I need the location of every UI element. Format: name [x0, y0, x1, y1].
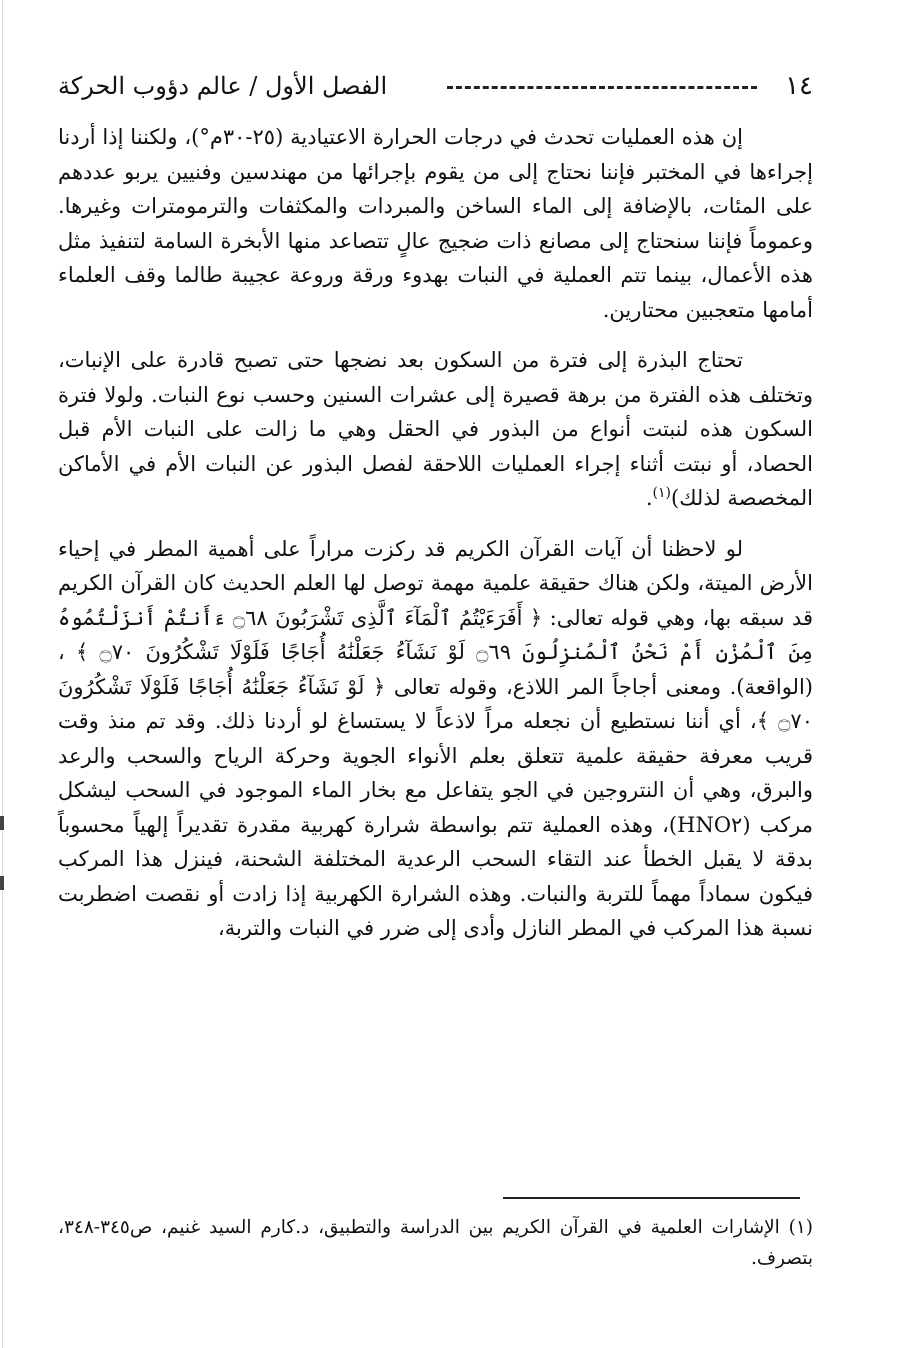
scan-margin-mark: [0, 876, 4, 890]
paragraph-text: إن هذه العمليات تحدث في درجات الحرارة الاعتيادية (٢٥-٣٠م°)، ولكننا إذا أردنا إجراءها في المختبر فإننا نحتاج إلى من يقوم بإجرائها من مهندسين وفنيين يربو عددهم على المئات، بالإضافة إلى الماء الساخن والمبردات والمكثفات والترمومترات وغيرها. وعموماً فإننا سنحتاج إلى مصانع ذات ضجيج عالٍ تتصاعد منها الأبخرة السامة لتنفيذ مثل هذه الأعمال، بينما تتم العملية في النبات بهدوء ورقة وروعة عجيبة طالما وقف العلماء أمامها متعجبين محتارين.: [58, 125, 813, 322]
scan-margin-mark: [0, 816, 4, 830]
page-header: [58, 64, 813, 108]
footnote: (١) الإشارات العلمية في القرآن الكريم بين الدراسة والتطبيق، د.كارم السيد غنيم، ص٣٤٥-٣٤٨، بتصرف.: [58, 1217, 813, 1269]
header-dashed-rule: [447, 86, 757, 89]
running-title: الفصل الأول / عالم دؤوب الحركة: [58, 72, 388, 100]
page-number: ١٤: [785, 71, 813, 101]
footnotes: [58, 1212, 813, 1274]
paragraph-text: لو لاحظنا أن آيات القرآن الكريم قد ركزت مراراً على أهمية المطر في إحياء الأرض الميتة، ولكن هناك حقيقة علمية مهمة توصل لها العلم الحديث كان القرآن الكريم قد سبقه بها، وهي قوله تعالى: ﴿ أَفَرَءَيْتُمُ ٱلْمَآءَ ٱلَّذِى تَشْرَبُونَ ۝٦٨ ءَأَنتُمْ أَنزَلْتُمُوهُ مِنَ ٱلْمُزْنِ أَمْ نَحْنُ ٱلْمُنزِلُونَ ۝٦٩ لَوْ نَشَآءُ جَعَلْنَٰهُ أُجَاجًا فَلَوْلَا تَشْكُرُونَ ۝٧٠ ﴾ ، (الواقعة). ومعنى أجاجاً المر اللاذع، وقوله تعالى ﴿ لَوْ نَشَآءُ جَعَلْنَٰهُ أُجَاجًا فَلَوْلَا تَشْكُرُونَ ۝٧٠ ﴾، أي أننا نستطيع أن نجعله مراً لاذعاً لا يستساغ لو أردنا ذلك. وقد تم منذ وقت قريب معرفة حقيقة علمية تتعلق بعلم الأنواء الجوية وحركة الرياح والسحب والرعد والبرق، وهي أن النتروجين في الجو يتفاعل مع بخار الماء الموجود في السحب ليشكل مركب (HNO٢)، وهذه العملية تتم بواسطة شرارة كهربية مقدرة تقديراً إلهياً محسوباً بدقة لا يقبل الخطأ عند التقاء السحب الرعدية المختلفة الشحنة، فينزل هذا المركب فيكون سماداً مهماً للتربة والنبات. وهذه الشرارة الكهربية إذا زادت أو نقصت اضطربت نسبة هذا المركب في المطر النازل وأدى إلى ضرر في النبات والتربة،: [58, 536, 813, 940]
body-text: [58, 120, 813, 946]
paragraph: [58, 120, 813, 327]
scan-edge-line: [2, 0, 3, 1348]
paragraph: [58, 532, 813, 946]
paragraph-text: تحتاج البذرة إلى فترة من السكون بعد نضجها حتى تصبح قادرة على الإنبات، وتختلف هذه الفترة من برهة قصيرة إلى عشرات السنين وحسب نوع النبات. ولولا فترة السكون هذه لنبتت أنواع من البذور في الحقل وهي ما زالت على النبات الأم قبل الحصاد، أو نبتت أثناء إجراء العمليات اللاحقة لفصل البذور عن النبات الأم في الأماكن المخصصة لذلك): [58, 348, 813, 510]
footnote-separator: [503, 1197, 800, 1199]
paragraph: [58, 343, 813, 516]
paragraph-end-punctuation: .: [645, 486, 653, 510]
footnote-reference: (١): [652, 485, 671, 501]
